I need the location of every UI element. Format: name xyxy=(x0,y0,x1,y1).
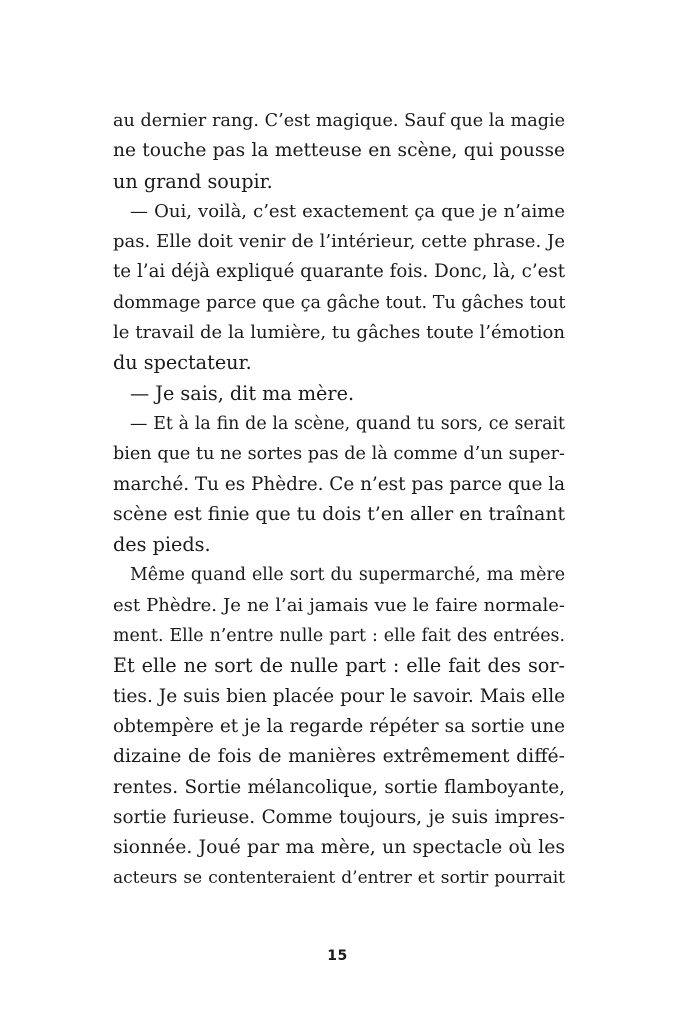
text-line: ment. Elle n’entre nulle part : elle fait des entrées. xyxy=(113,626,565,647)
body-text xyxy=(113,106,565,894)
text-line: dommage parce que ça gâche tout. Tu gâches tout xyxy=(113,292,566,313)
text-line: du spectateur. xyxy=(113,351,252,375)
text-line: obtempère et je la regarde répéter sa sortie une xyxy=(113,715,565,737)
text-line: le travail de la lumière, tu gâches toute l’émotion xyxy=(113,322,565,344)
text-line: te l’ai déjà expliqué quarante fois. Donc, là, c’est xyxy=(113,261,565,283)
text-line: rentes. Sortie mélancolique, sortie flamboyante, xyxy=(113,776,565,798)
text-line: est Phèdre. Je ne l’ai jamais vue le faire normale- xyxy=(113,594,565,616)
text-line: acteurs se contenteraient d’entrer et sortir pourrait xyxy=(113,868,565,889)
text-line: marché. Tu es Phèdre. Ce n’est pas parce que la xyxy=(113,473,566,495)
text-line: dizaine de fois de manières extrêmement diffé- xyxy=(113,746,565,768)
text-line: sortie furieuse. Comme toujours, je suis impres- xyxy=(113,806,565,828)
text-line: au dernier rang. C’est magique. Sauf que la magie xyxy=(113,111,565,131)
text-line: — Je sais, dit ma mère. xyxy=(130,381,355,405)
page-number: 15 xyxy=(327,948,348,964)
text-line: sionnée. Joué par ma mère, un spectacle où les xyxy=(113,837,565,859)
text-line: ne touche pas la metteuse en scène, qui pousse xyxy=(113,140,565,162)
text-line: Et elle ne sort de nulle part : elle fait des sor- xyxy=(113,654,565,678)
text-line: bien que tu ne sortes pas de là comme d’un super- xyxy=(113,444,565,465)
text-line: un grand soupir. xyxy=(113,169,273,193)
text-line: des pieds. xyxy=(113,533,211,557)
text-line: scène est finie que tu dois t’en aller en traînant xyxy=(113,503,566,525)
text-line: pas. Elle doit venir de l’intérieur, cette phrase. Je xyxy=(113,231,565,253)
text-line: — Et à la fin de la scène, quand tu sors, ce serait xyxy=(130,413,565,434)
text-line: — Oui, voilà, c’est exactement ça que je n’aime xyxy=(130,200,565,222)
text-line: ties. Je suis bien placée pour le savoir. Mais elle xyxy=(113,685,566,707)
text-line: Même quand elle sort du supermarché, ma mère xyxy=(130,565,565,586)
